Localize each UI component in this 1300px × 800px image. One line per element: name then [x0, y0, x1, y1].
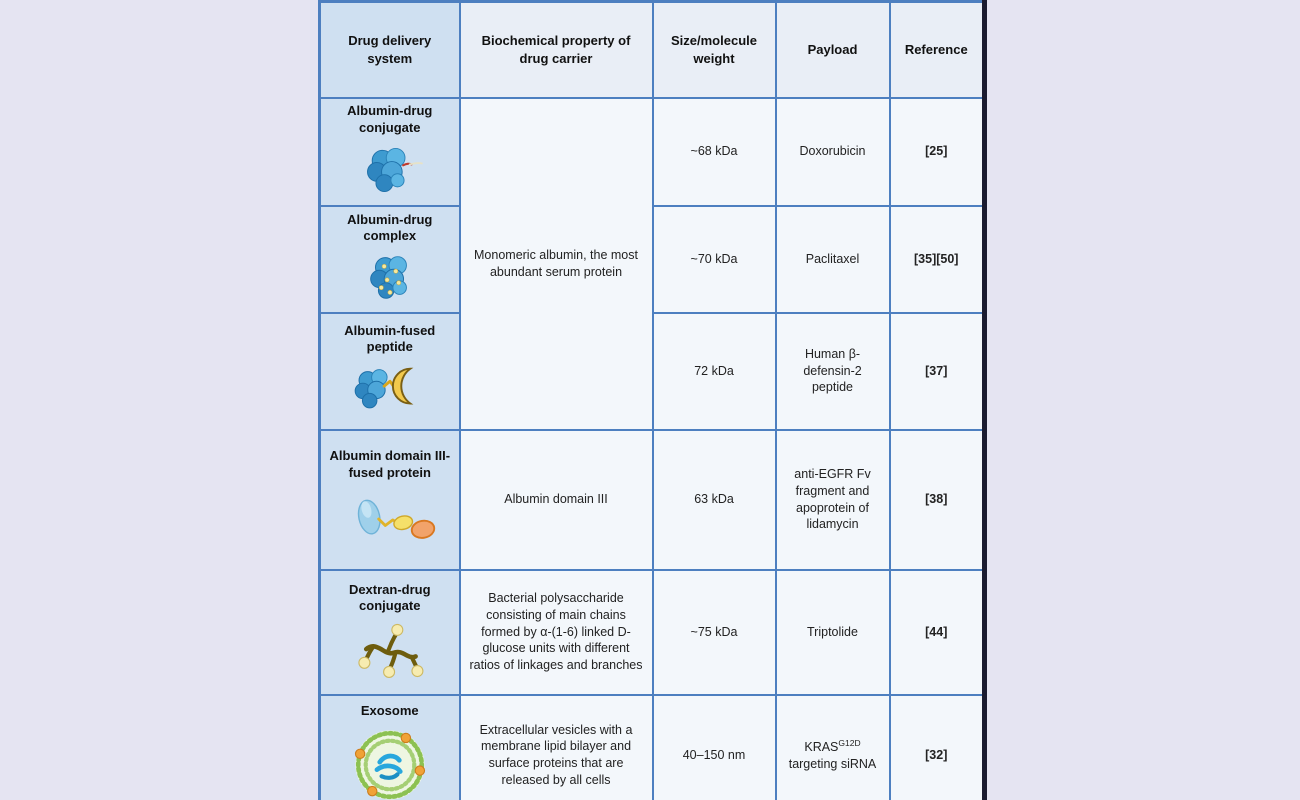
size-cell: ~68 kDa — [653, 98, 776, 206]
system-cell — [320, 695, 460, 800]
payload-gene: KRAS — [804, 739, 839, 754]
col-header-biochemical-property: Biochemical property of drug carrier — [460, 2, 653, 98]
system-cell — [320, 313, 460, 430]
header-row — [320, 2, 983, 98]
reference-cell: [25] — [890, 98, 983, 206]
reference-cell: [38] — [890, 430, 983, 570]
size-cell: ~70 kDa — [653, 206, 776, 313]
system-label: Albumin-drug conjugate — [347, 103, 433, 135]
size-cell: 63 kDa — [653, 430, 776, 570]
size-cell: 72 kDa — [653, 313, 776, 430]
system-cell — [320, 206, 460, 313]
payload-gene-superscript: G12D — [838, 737, 861, 748]
reference-cell: [35][50] — [890, 206, 983, 313]
property-cell: Monomeric albumin, the most abundant serum protein — [460, 98, 653, 430]
table-row — [320, 98, 983, 206]
size-cell: 40–150 nm — [653, 695, 776, 800]
figure-right-edge — [982, 0, 987, 800]
system-label: Albumin-fused peptide — [344, 322, 436, 354]
table-row — [320, 695, 983, 800]
system-label: Albumin domain III-fused protein — [329, 448, 451, 480]
property-cell: Bacterial polysaccharide consisting of main chains formed by α-(1-6) linked D-glucose units with different ratios of linkages and branches — [460, 570, 653, 695]
system-cell — [320, 570, 460, 695]
col-header-size-weight: Size/molecule weight — [653, 2, 776, 98]
table-row — [320, 430, 983, 570]
property-cell: Extracellular vesicles with a membrane lipid bilayer and surface proteins that are released by all cells — [460, 695, 653, 800]
albumin-conjugate-icon — [327, 140, 453, 200]
reference-cell: [32] — [890, 695, 983, 800]
col-header-drug-delivery-system: Drug delivery system — [320, 2, 460, 98]
reference-cell: [37] — [890, 313, 983, 430]
system-label: Albumin-drug complex — [347, 211, 433, 243]
exosome-icon — [327, 723, 453, 800]
payload-cell: Triptolide — [776, 570, 890, 695]
col-header-payload: Payload — [776, 2, 890, 98]
reference-cell: [44] — [890, 570, 983, 695]
size-cell: ~75 kDa — [653, 570, 776, 695]
dextran-conjugate-icon — [327, 618, 453, 682]
payload-rest: targeting siRNA — [788, 756, 877, 771]
table-row — [320, 570, 983, 695]
albumin-complex-icon — [327, 248, 453, 306]
albumin-fused-peptide-icon — [327, 359, 453, 419]
system-cell — [320, 98, 460, 206]
col-header-reference: Reference — [890, 2, 983, 98]
payload-cell: Paclitaxel — [776, 206, 890, 313]
payload-cell: Doxorubicin — [776, 98, 890, 206]
payload-cell — [776, 695, 890, 800]
payload-cell: Human β-defensin-2 peptide — [776, 313, 890, 430]
drug-delivery-table-figure — [318, 0, 982, 800]
payload-cell: anti-EGFR Fv fragment and apoprotein of lidamycin — [776, 430, 890, 570]
system-label: Dextran-drug conjugate — [348, 581, 431, 613]
albumin-domain-iii-icon — [327, 485, 453, 551]
drug-delivery-table — [318, 0, 982, 800]
system-label: Exosome — [360, 703, 419, 719]
property-cell: Albumin domain III — [460, 430, 653, 570]
system-cell — [320, 430, 460, 570]
